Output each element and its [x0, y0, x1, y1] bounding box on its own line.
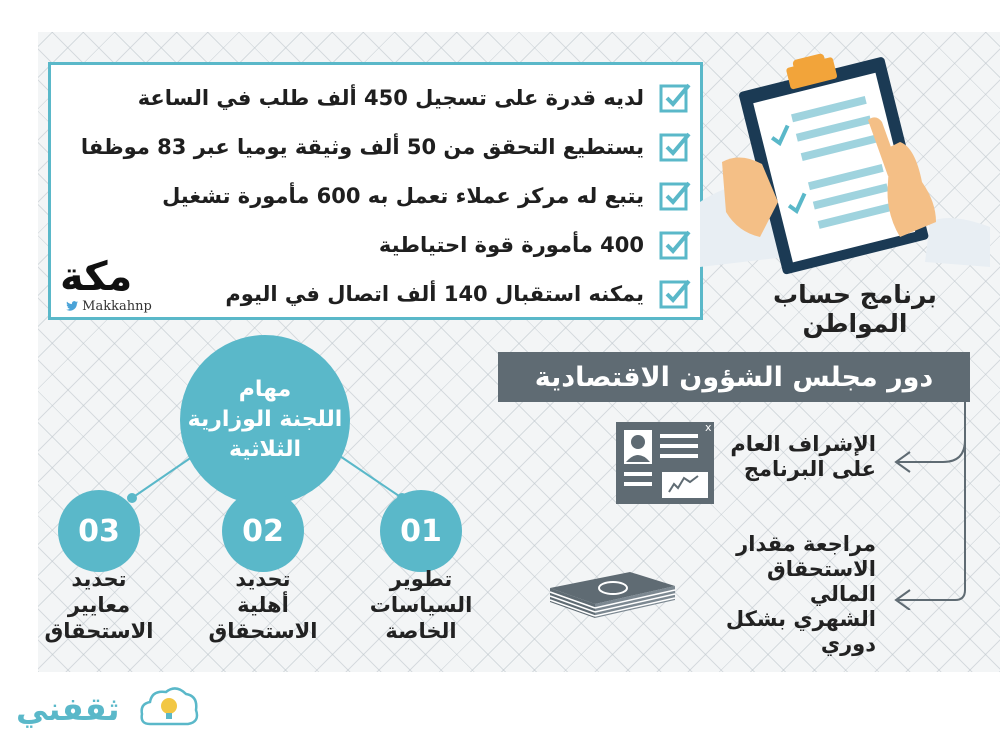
profile-card-icon [614, 420, 716, 506]
task-line: السياسات [369, 593, 473, 617]
fact-text: 400 مأمورة قوة احتياطية [378, 233, 644, 257]
twitter-handle [66, 299, 152, 314]
checkmark-icon [658, 277, 692, 311]
committee-title-line: الثلاثية [228, 437, 302, 462]
council-role-oversight [726, 432, 876, 482]
task-line: تحديد [71, 567, 127, 591]
committee-title-circle [180, 335, 350, 505]
task-line: معايير [67, 593, 131, 617]
task-label-03 [24, 566, 174, 644]
fact-row [225, 274, 692, 314]
task-line: الخاصة [385, 619, 457, 643]
task-number-03: 03 [58, 490, 140, 572]
footer-logo [16, 684, 216, 740]
task-line: تحديد [235, 567, 291, 591]
task-line: الاستحقاق [208, 619, 318, 643]
task-line: تطوير [389, 567, 453, 591]
fact-row [138, 78, 692, 118]
fact-row [81, 127, 692, 167]
fact-text: يمكنه استقبال 140 ألف اتصال في اليوم [225, 282, 644, 306]
role-line: الشهري بشكل [725, 607, 876, 631]
task-label-01 [346, 566, 496, 644]
council-role-review [696, 532, 876, 657]
fact-row [162, 176, 692, 216]
task-number-02: 02 [222, 490, 304, 572]
role-line: الإشراف العام [730, 432, 876, 456]
checkmark-icon [658, 81, 692, 115]
svg-text:x: x [705, 421, 712, 434]
committee-title-line: مهام [238, 377, 292, 402]
handle-text: Makkahnp [82, 299, 152, 314]
council-title-banner: دور مجلس الشؤون الاقتصادية [498, 352, 970, 402]
twitter-bird-icon [66, 301, 78, 311]
role-line: الاستحقاق المالي [767, 557, 876, 606]
task-line: أهلية [237, 593, 289, 617]
role-line: دوري [820, 632, 876, 656]
checkmark-icon [658, 228, 692, 262]
money-stack-icon [545, 560, 680, 625]
checkmark-icon [658, 179, 692, 213]
lightbulb-cloud-icon [138, 684, 200, 738]
source-logo [58, 255, 178, 317]
fact-text: لديه قدرة على تسجيل 450 ألف طلب في الساعة [137, 86, 644, 110]
footer-logo-text: ثقفني [16, 690, 120, 728]
program-title: برنامج حساب المواطن [773, 280, 937, 338]
connector-lines [880, 400, 990, 610]
logo-mark: مكة [60, 254, 133, 300]
task-label-02 [188, 566, 338, 644]
task-number-01: 01 [380, 490, 462, 572]
fact-row [379, 225, 692, 265]
fact-text: يتبع له مركز عملاء تعمل به 600 مأمورة تشغيل [162, 184, 644, 208]
checkmark-icon [658, 130, 692, 164]
fact-text: يستطيع التحقق من 50 ألف وثيقة يوميا عبر 83 موظفا [80, 135, 644, 159]
clipboard-hands-illustration [700, 52, 990, 277]
role-line: على البرنامج [743, 457, 876, 481]
role-line: مراجعة مقدار [736, 532, 876, 556]
task-line: الاستحقاق [44, 619, 154, 643]
committee-title-line: اللجنة الوزارية [187, 407, 343, 432]
